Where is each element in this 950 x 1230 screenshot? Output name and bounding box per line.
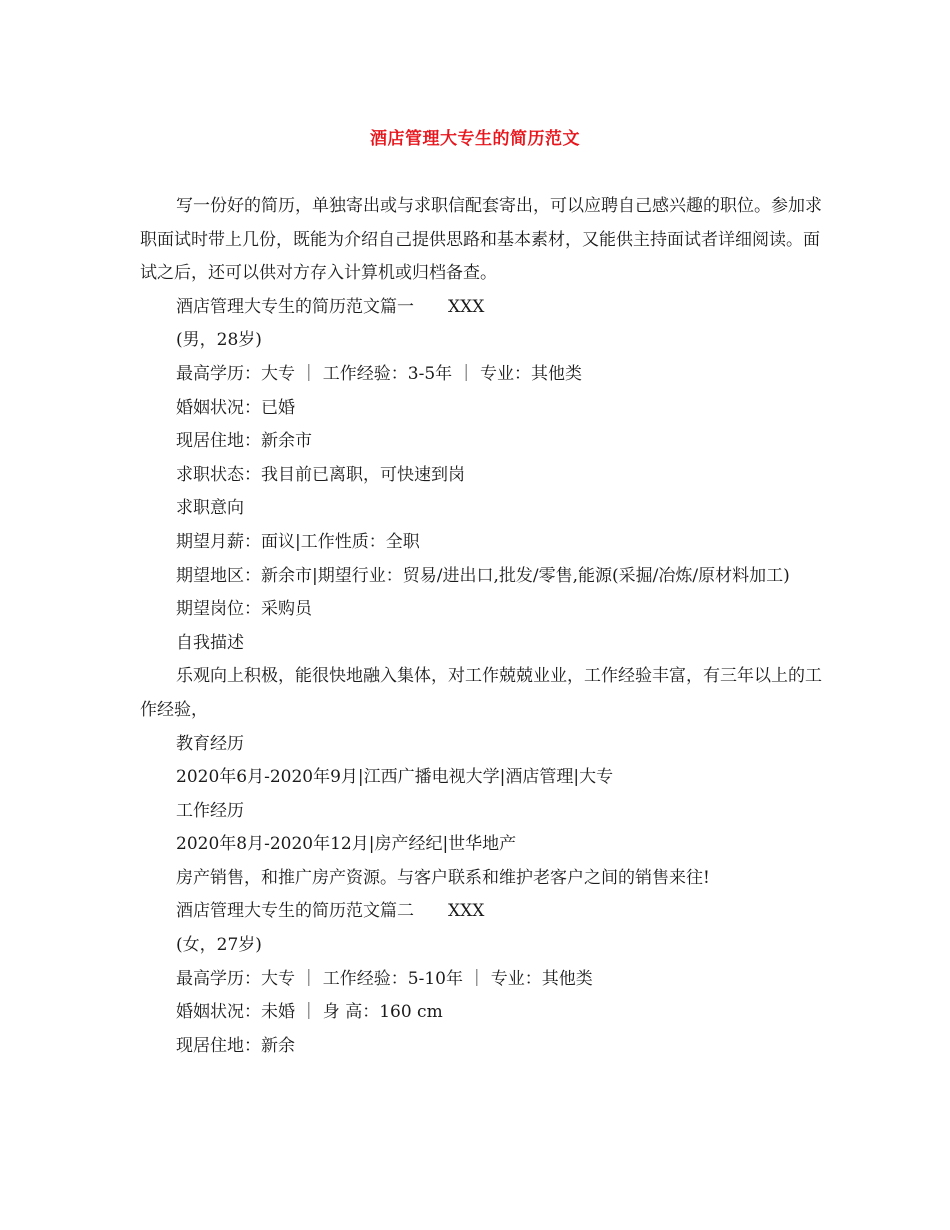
resume-one-education-summary: 最高学历：大专 ｜ 工作经验：3-5年 ｜ 专业：其他类: [176, 363, 582, 384]
resume-two-marital-height: 婚姻状况：未婚 ｜ 身 高：160 cm: [176, 1002, 443, 1023]
resume-one-position: 期望岗位：采购员: [176, 599, 312, 620]
resume-two-heading: 酒店管理大专生的简历范文篇二 XXX: [176, 901, 485, 922]
resume-two-education-summary: 最高学历：大专 ｜ 工作经验：5-10年 ｜ 专业：其他类: [176, 968, 593, 989]
resume-one-education-heading: 教育经历: [176, 733, 244, 754]
resume-one-job-status: 求职状态：我目前已离职，可快速到岗: [176, 464, 465, 485]
resume-one-work-description: 房产销售，和推广房产资源。与客户联系和维护老客户之间的销售来往!: [176, 867, 710, 888]
resume-one-intention-heading: 求职意向: [176, 498, 244, 519]
resume-one-self-description: 乐观向上积极，能很快地融入集体，对工作兢兢业业，工作经验丰富，有三年以上的工作经验，: [140, 666, 822, 720]
document-title: 酒店管理大专生的简历范文: [370, 129, 580, 149]
document-body: [140, 190, 830, 1063]
resume-one-work-heading: 工作经历: [176, 800, 244, 821]
resume-two-residence: 现居住地：新余: [176, 1035, 295, 1056]
resume-one-location-industry: 期望地区：新余市|期望行业：贸易/进出口,批发/零售,能源(采掘/冶炼/原材料加工): [176, 565, 790, 586]
resume-one-education-entry: 2020年6月-2020年9月|江西广播电视大学|酒店管理|大专: [176, 767, 614, 788]
intro-paragraph: 写一份好的简历，单独寄出或与求职信配套寄出，可以应聘自己感兴趣的职位。参加求职面试时带上几份，既能为介绍自己提供思路和基本素材，又能供主持面试者详细阅读。面试之后，还可以供对方存入计算机或归档备查。: [140, 196, 822, 284]
resume-one-self-description-heading: 自我描述: [176, 632, 244, 653]
resume-one-marital-status: 婚姻状况：已婚: [176, 397, 295, 418]
resume-one-residence: 现居住地：新余市: [176, 431, 312, 452]
resume-one-salary: 期望月薪：面议|工作性质：全职: [176, 531, 420, 552]
resume-one-heading: 酒店管理大专生的简历范文篇一 XXX: [176, 296, 485, 317]
resume-two-gender-age: (女，27岁): [176, 935, 262, 956]
resume-one-gender-age: (男，28岁): [176, 330, 262, 351]
resume-one-work-entry: 2020年8月-2020年12月|房产经纪|世华地产: [176, 834, 517, 855]
